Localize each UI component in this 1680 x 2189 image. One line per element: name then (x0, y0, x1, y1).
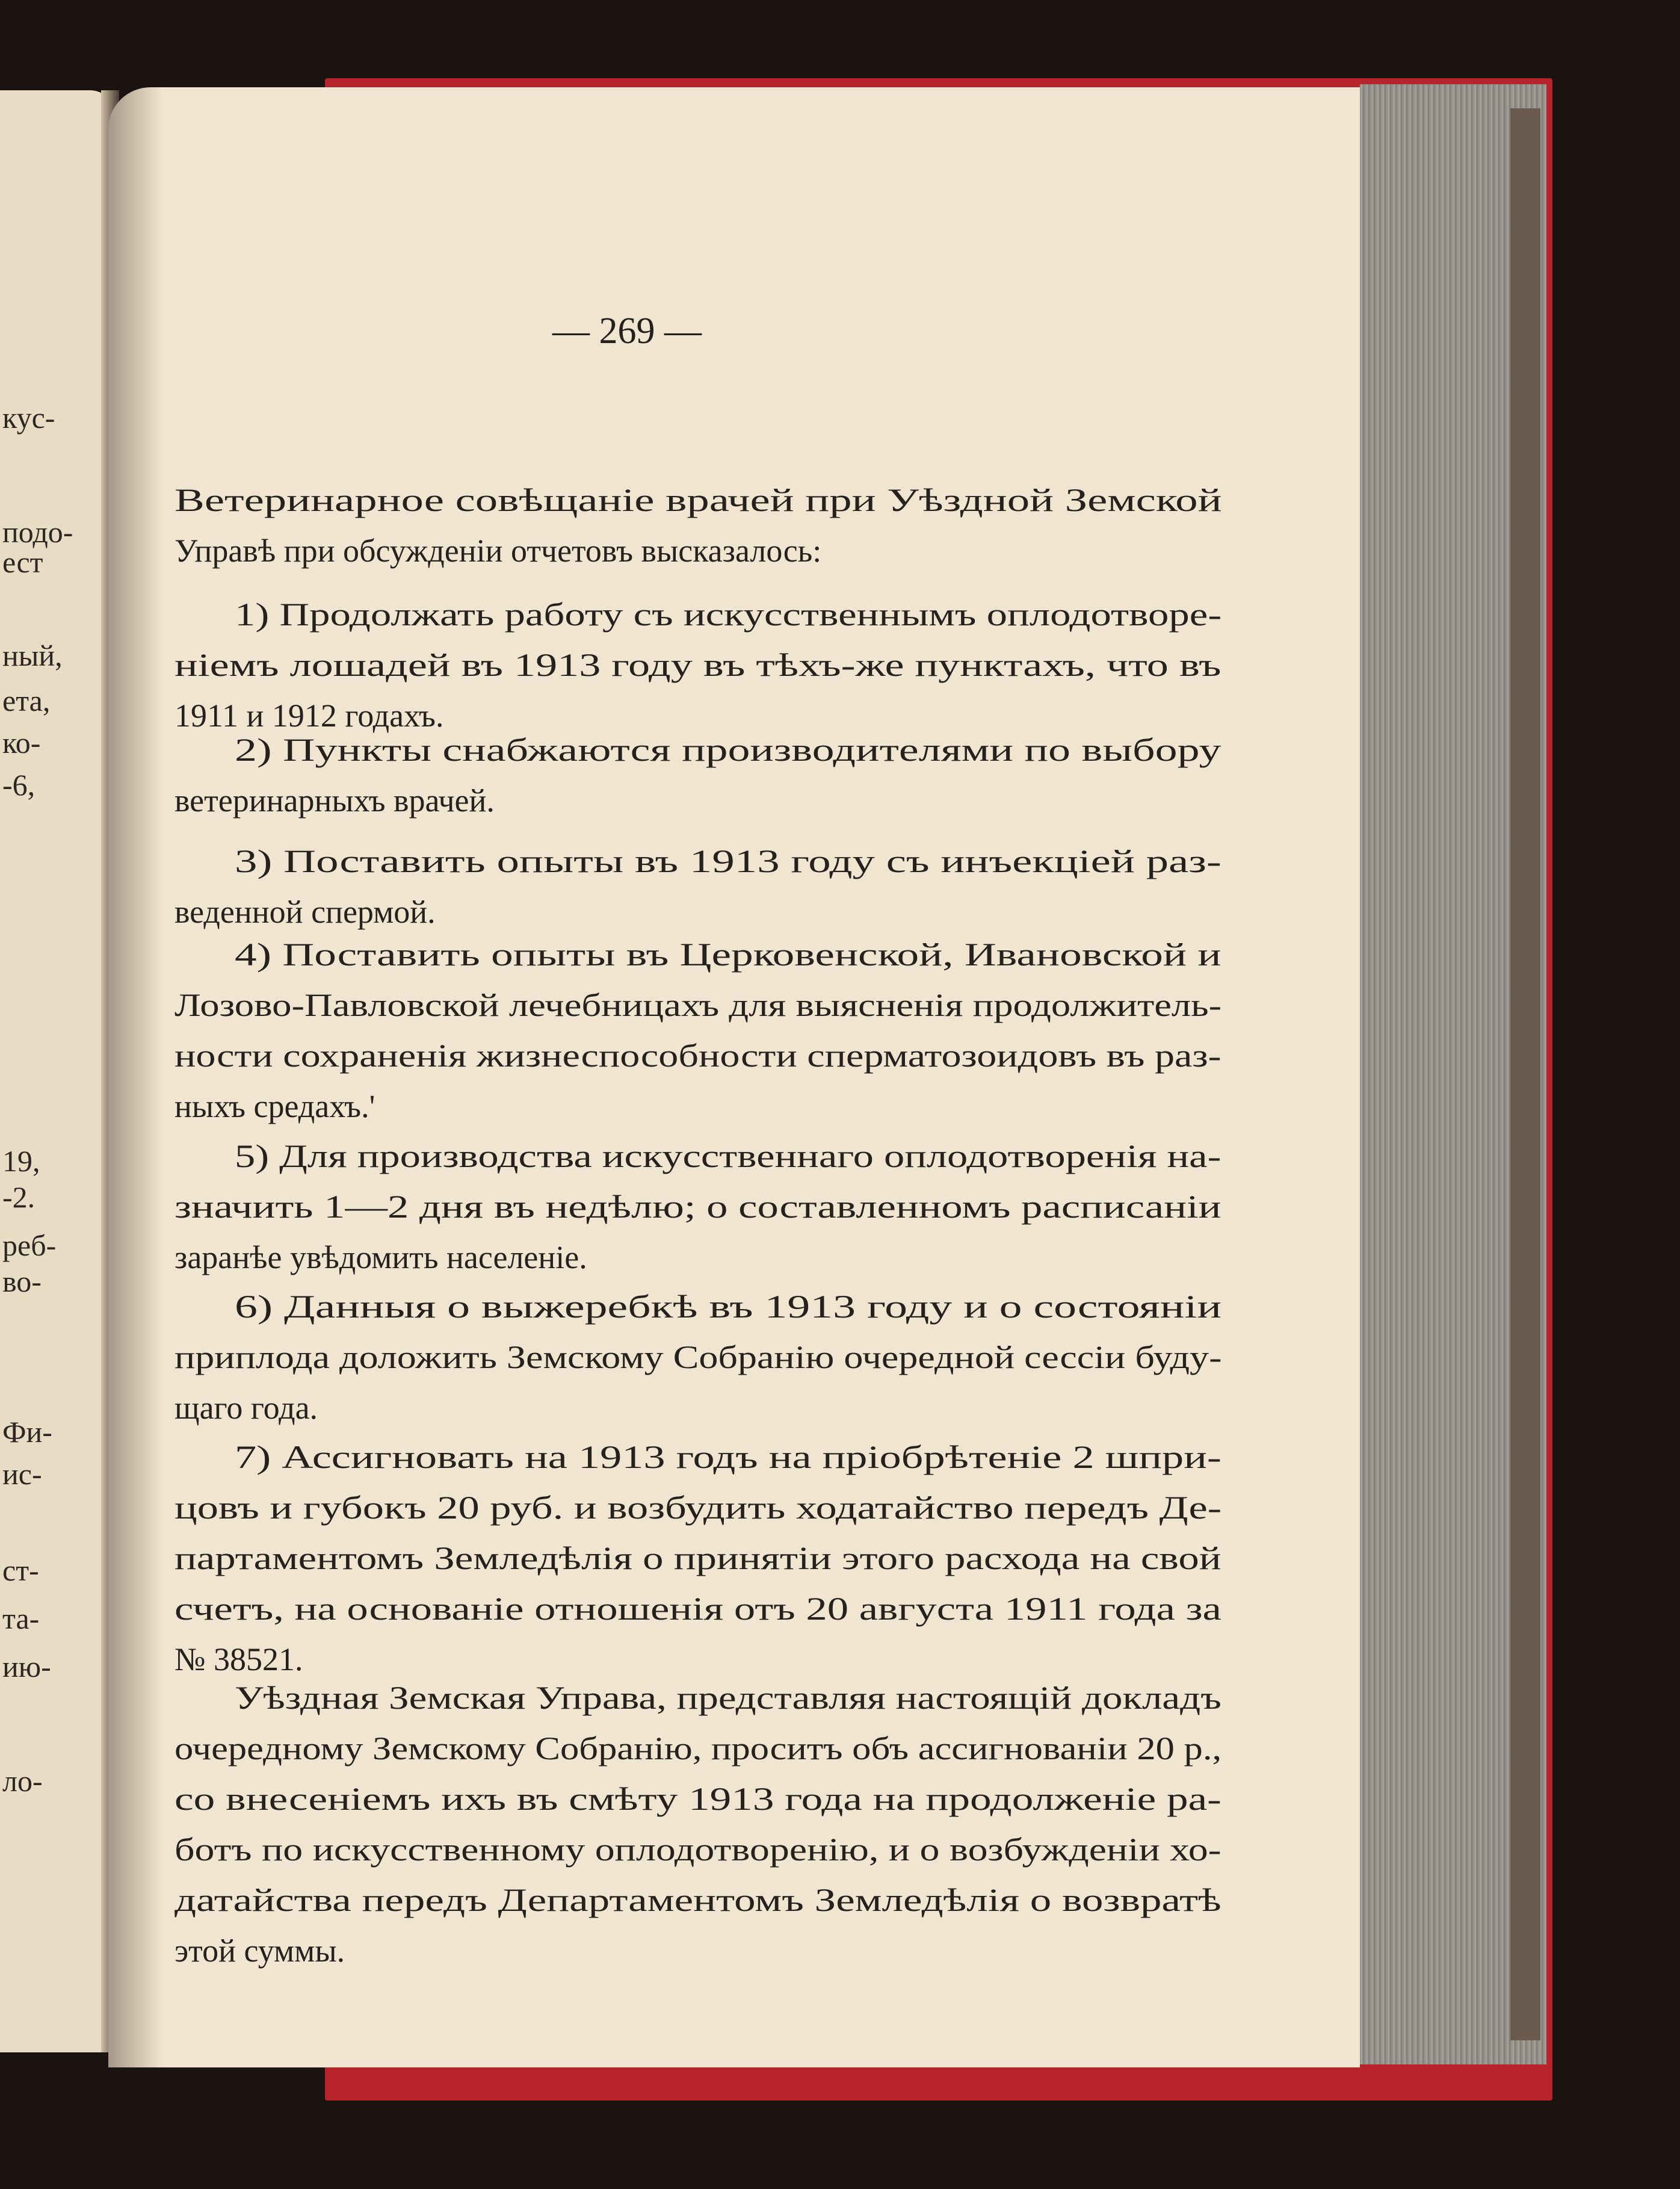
text-line: 2) Пункты снабжаются производителями по выбору (235, 732, 1221, 768)
text-line: 1) Продолжать работу съ искусственнымъ оплодотворе- (235, 596, 1222, 633)
text-line: 7) Ассигновать на 1913 годъ на пріобрѣтеніе 2 шпри- (235, 1439, 1221, 1475)
left-page-fragment: Фи- (2, 1415, 52, 1449)
left-page (0, 90, 114, 2052)
text-line: веденной спермой. (174, 894, 436, 930)
left-page-fragment: -6, (2, 768, 36, 802)
text-line: 4) Поставить опыты въ Церковенской, Ивановской и (235, 937, 1221, 973)
left-page-fragment: ета, (2, 684, 51, 717)
left-page-fragment: реб- (2, 1228, 57, 1262)
left-page-fragment: ию- (2, 1650, 51, 1683)
text-line: счетъ, на основаніе отношенія отъ 20 августа 1911 года за (174, 1591, 1221, 1627)
left-page-fragment: ис- (2, 1457, 42, 1491)
text-line: очередному Земскому Собранію, проситъ объ ассигнованіи 20 р., (174, 1730, 1222, 1766)
text-line: Управѣ при обсужденіи отчетовъ высказалось: (174, 533, 822, 569)
left-page-fragment: та- (2, 1602, 40, 1635)
left-page-fragment: ест (2, 545, 43, 579)
left-page-fragment: подо- (2, 515, 73, 549)
left-page-fragment: ло- (2, 1764, 43, 1798)
text-line: Ветеринарное совѣщаніе врачей при Уѣздной Земской (174, 482, 1222, 518)
text-line: приплода доложить Земскому Собранію очередной сессіи буду- (174, 1339, 1222, 1375)
text-line: Уѣздная Земская Управа, представляя настоящій докладъ (235, 1680, 1221, 1716)
text-line: ботъ по искусственному оплодотворенію, и о возбужденіи хо- (174, 1831, 1221, 1868)
text-line: ветеринарныхъ врачей. (174, 782, 495, 819)
text-line: заранѣе увѣдомить населеніе. (174, 1239, 587, 1275)
page-edge-shadow (1510, 108, 1540, 2040)
text-line: Лозово-Павловской лечебницахъ для выясненія продолжитель- (174, 987, 1222, 1023)
left-page-fragment: ный, (2, 639, 63, 672)
text-line: ныхъ средахъ.' (174, 1088, 375, 1124)
text-line: щаго года. (174, 1390, 318, 1426)
text-line: 5) Для производства искусственнаго оплодотворенія на- (235, 1138, 1221, 1174)
text-line: № 38521. (174, 1641, 303, 1677)
page-number: — 269 — (552, 311, 702, 351)
text-line: партаментомъ Земледѣлія о принятіи этого расхода на свой (174, 1540, 1221, 1576)
left-page-fragment: во- (2, 1265, 42, 1298)
left-page-fragment: -2. (2, 1180, 36, 1214)
text-line: этой суммы. (174, 1933, 345, 1969)
text-line: 3) Поставить опыты въ 1913 году съ инъекціей раз- (235, 843, 1221, 879)
text-line: 1911 и 1912 годахъ. (174, 698, 444, 734)
text-line: цовъ и губокъ 20 руб. и возбудить ходатайство передъ Де- (174, 1490, 1222, 1526)
left-page-fragment: кус- (2, 401, 55, 435)
left-page-fragment: ко- (2, 726, 41, 760)
text-line: со внесеніемъ ихъ въ смѣту 1913 года на продолженіе ра- (174, 1781, 1221, 1817)
left-page-fragment: 19, (2, 1144, 40, 1178)
text-line: 6) Данныя о выжеребкѣ въ 1913 году и о состояніи (235, 1289, 1222, 1325)
text-line: ности сохраненія жизнеспособности сперматозоидовъ въ раз- (174, 1038, 1221, 1074)
text-line: ніемъ лошадей въ 1913 году въ тѣхъ-же пунктахъ, что въ (174, 647, 1221, 683)
text-line: датайства передъ Департаментомъ Земледѣлія о возвратѣ (174, 1882, 1221, 1918)
right-page (108, 87, 1360, 2067)
text-line: значить 1—2 дня въ недѣлю; о составленномъ расписаніи (174, 1189, 1221, 1225)
left-page-fragment: ст- (2, 1553, 39, 1587)
